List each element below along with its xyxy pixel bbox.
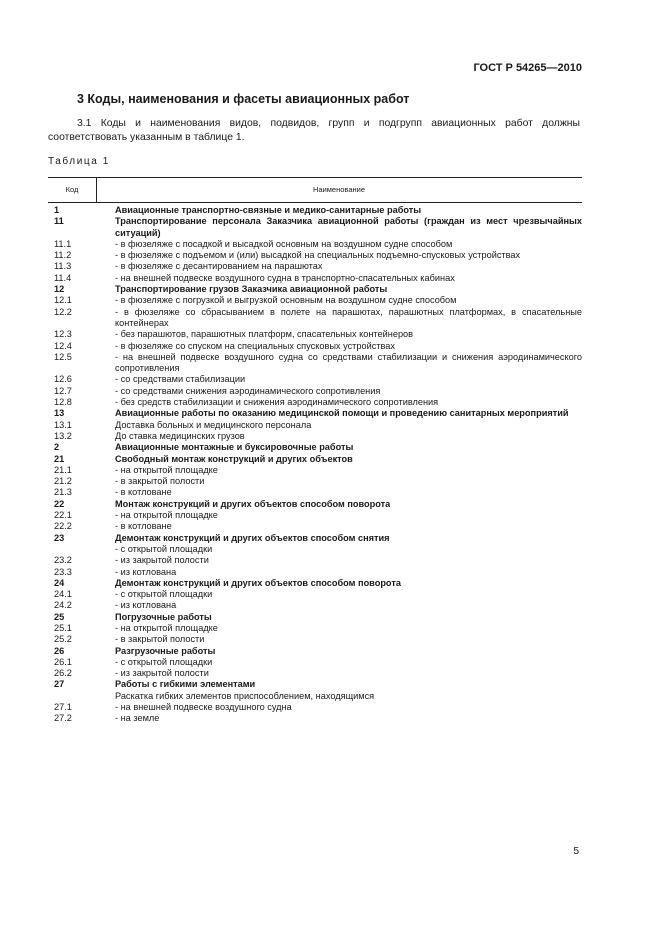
row-name: Транспортирование персонала Заказчика авиационной работы (граждан из мест чрезвычайных ситуаций): [115, 216, 582, 238]
row-name: Авиационные монтажные и буксировочные работы: [115, 442, 354, 453]
table-row: [48, 612, 582, 623]
row-name: - без средств стабилизации и снижения аэродинамического сопротивления: [115, 397, 439, 408]
table-row: [48, 205, 582, 216]
table-row: [48, 521, 582, 532]
row-name: - на открытой площадке: [115, 622, 218, 633]
table-row: [48, 634, 582, 645]
row-name: Свободный монтаж конструкций и других объектов: [115, 453, 353, 464]
row-name: - из закрытой полости: [115, 668, 209, 679]
table-row: [48, 691, 582, 702]
row-name: - в фюзеляже со спуском на специальных спусковых устройствах: [115, 340, 395, 351]
row-code: 21: [54, 453, 65, 464]
row-name: Работы с гибкими элементами: [115, 679, 256, 690]
row-code: 27: [54, 679, 65, 690]
table-row: [48, 499, 582, 510]
row-code: 13: [54, 408, 65, 419]
row-name: - на земле: [115, 713, 160, 724]
row-code: 12.5: [54, 351, 72, 362]
table-body: [48, 205, 582, 725]
row-code: 13.1: [54, 419, 72, 430]
row-code: 11: [54, 216, 64, 227]
table-row: [48, 646, 582, 657]
row-code: 11.1: [54, 238, 72, 249]
row-name: Раскатка гибких элементов приспособлением, находящимся: [115, 690, 375, 701]
row-code: 26.2: [54, 668, 72, 679]
table-row: [48, 284, 582, 295]
table-row: [48, 431, 582, 442]
row-code: 27.2: [54, 713, 72, 724]
row-code: 25: [54, 611, 65, 622]
intro-paragraph: 3.1 Коды и наименования видов, подвидов, групп и подгрупп авиационных работ должны соответствовать указанным в таблице 1.: [48, 118, 580, 143]
table-row: [48, 454, 582, 465]
row-name: - с открытой площадки: [115, 543, 213, 554]
row-code: 22: [54, 498, 65, 509]
table-header: [48, 177, 582, 203]
table-row: [48, 352, 582, 375]
table-row: [48, 329, 582, 340]
row-code: 24.1: [54, 589, 72, 600]
table-row: [48, 623, 582, 634]
row-name: - в фюзеляже с погрузкой и выгрузкой основным на воздушном судне способом: [115, 295, 457, 306]
table-row: [48, 679, 582, 690]
row-code: 23.3: [54, 566, 72, 577]
row-name: - с открытой площадки: [115, 589, 213, 600]
row-name: - из закрытой полости: [115, 555, 209, 566]
row-name: До ставка медицинских грузов: [115, 430, 245, 441]
table-row: [48, 408, 582, 419]
table-row: [48, 295, 582, 306]
section-title: 3 Коды, наименования и фасеты авиационных работ: [77, 92, 410, 106]
table-row: [48, 386, 582, 397]
row-name: - в закрытой полости: [115, 476, 205, 487]
table-row: [48, 567, 582, 578]
row-name: Авиационные транспортно-связные и медико-санитарные работы: [115, 205, 422, 215]
row-name: - с открытой площадки: [115, 656, 213, 667]
table-row: [48, 589, 582, 600]
row-name: - в фюзеляже с десантированием на парашютах: [115, 261, 323, 272]
table-row: [48, 713, 582, 724]
row-code: 24: [54, 577, 65, 588]
row-code: 11.3: [54, 261, 72, 272]
row-code: 12.4: [54, 340, 72, 351]
codes-table: [48, 177, 582, 725]
row-code: 25.1: [54, 622, 72, 633]
row-name: - в фюзеляже с посадкой и высадкой основным на воздушном судне способом: [115, 238, 453, 249]
row-code: 23: [54, 532, 65, 543]
row-name: - на внешней подвеске воздушного судна: [115, 702, 292, 713]
table-row: [48, 476, 582, 487]
row-code: 12.8: [54, 397, 72, 408]
row-name: - на внешней подвеске воздушного судна со средствами стабилизации и снижения аэродинамического сопротивления: [115, 351, 582, 374]
table-row: [48, 341, 582, 352]
row-name: - в котловане: [115, 487, 172, 498]
row-name: Демонтаж конструкций и других объектов способом снятия: [115, 532, 390, 543]
table-row: [48, 374, 582, 385]
row-code: 12.7: [54, 385, 72, 396]
row-name: - в фюзеляже с подъемом и (или) высадкой на специальных подъемно-спусковых устройствах: [115, 250, 521, 261]
row-code: 24.2: [54, 600, 72, 611]
row-code: 27.1: [54, 702, 72, 713]
row-name: - на открытой площадке: [115, 510, 218, 521]
table-row: [48, 465, 582, 476]
row-code: 13.2: [54, 430, 72, 441]
row-name: - без парашютов, парашютных платформ, спасательных контейнеров: [115, 329, 414, 340]
table-row: [48, 668, 582, 679]
row-name: - со средствами стабилизации: [115, 374, 246, 385]
row-code: 21.2: [54, 476, 72, 487]
row-name: - со средствами снижения аэродинамического сопротивления: [115, 385, 381, 396]
row-name: Погрузочные работы: [115, 611, 212, 622]
table-row: [48, 533, 582, 544]
table-row: [48, 261, 582, 272]
row-name: - в фюзеляже со сбрасыванием в полете на парашютах, парашютных платформах, в спасательные контейнерах: [115, 306, 582, 328]
row-code: 25.2: [54, 634, 72, 645]
row-name: Демонтаж конструкций и других объектов способом поворота: [115, 577, 401, 588]
table-row: [48, 250, 582, 261]
row-name: - в котловане: [115, 521, 172, 532]
table-row: [48, 487, 582, 498]
header-code: Код: [48, 178, 97, 202]
row-code: 12.1: [54, 295, 72, 306]
row-name: Монтаж конструкций и других объектов способом поворота: [115, 498, 391, 509]
row-code: 1: [54, 205, 60, 215]
row-name: - в закрытой полости: [115, 634, 205, 645]
table-row: [48, 510, 582, 521]
row-code: 26: [54, 645, 65, 656]
table-row: [48, 600, 582, 611]
row-name: Транспортирование грузов Заказчика авиационной работы: [115, 284, 388, 295]
row-code: 12.6: [54, 374, 72, 385]
row-code: 11.2: [54, 250, 72, 261]
table-row: [48, 307, 582, 330]
row-code: 12: [54, 284, 65, 295]
table-row: [48, 555, 582, 566]
table-row: [48, 442, 582, 453]
row-code: 26.1: [54, 656, 72, 667]
row-name: - на открытой площадке: [115, 464, 218, 475]
row-code: 21.3: [54, 487, 72, 498]
table-row: [48, 239, 582, 250]
document-code: ГОСТ Р 54265—2010: [473, 62, 582, 74]
row-name: Доставка больных и медицинского персонала: [115, 419, 312, 430]
row-code: 22.1: [54, 510, 72, 521]
row-name: - из котлована: [115, 566, 177, 577]
row-name: Авиационные работы по оказанию медицинской помощи и проведению санитарных мероприятий: [115, 408, 569, 419]
row-name: Разгрузочные работы: [115, 645, 216, 656]
row-code: 22.2: [54, 521, 72, 532]
page-number: 5: [573, 846, 579, 857]
row-name: - на внешней подвеске воздушного судна в транспортно-спасательных кабинах: [115, 272, 455, 283]
table-row: [48, 578, 582, 589]
table-row: [48, 657, 582, 668]
table-row: [48, 273, 582, 284]
row-code: 21.1: [54, 464, 72, 475]
row-code: 11.4: [54, 272, 72, 283]
table-row: [48, 216, 582, 239]
row-code: 23.2: [54, 555, 72, 566]
row-code: 2: [54, 442, 60, 453]
row-name: - из котлована: [115, 600, 177, 611]
table-row: [48, 397, 582, 408]
table-row: [48, 544, 582, 555]
row-code: 12.3: [54, 329, 72, 340]
row-code: 12.2: [54, 306, 72, 317]
table-row: [48, 420, 582, 431]
header-name: Наименование: [313, 185, 365, 194]
table-caption: Таблица 1: [48, 156, 110, 167]
table-row: [48, 702, 582, 713]
